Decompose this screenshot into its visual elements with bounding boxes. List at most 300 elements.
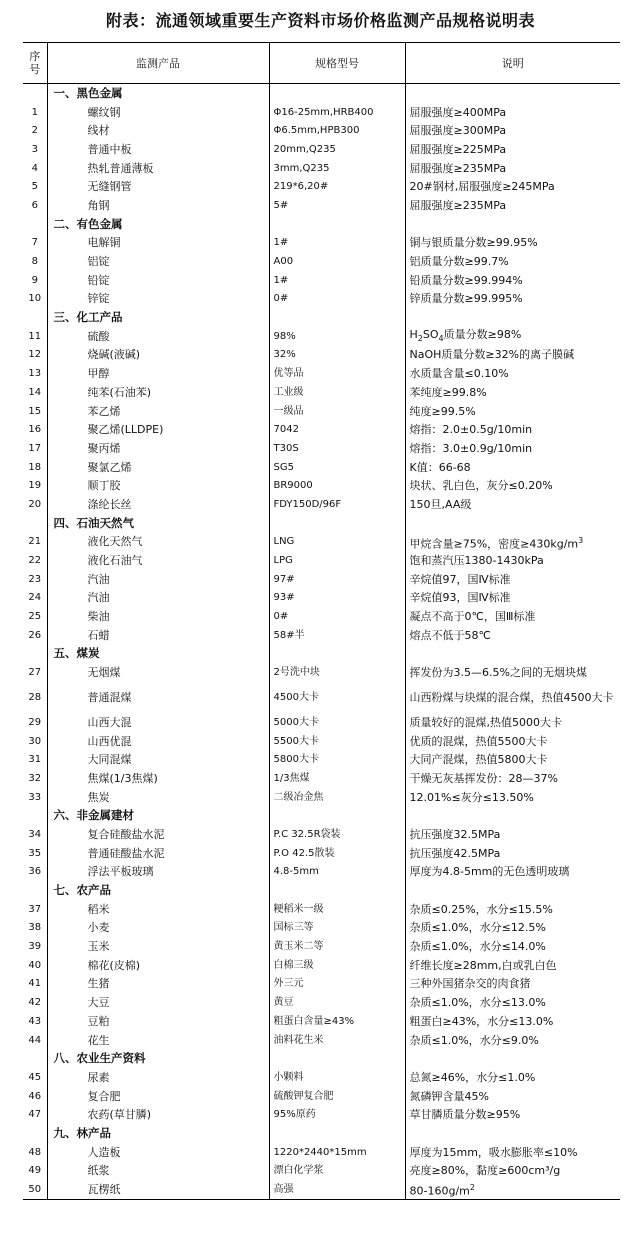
- row-number: [23, 84, 47, 103]
- desc-cell: 山西粉煤与块煤的混合煤，热值4500大卡: [405, 682, 620, 713]
- product-name: 热轧普通薄板: [47, 159, 269, 178]
- spec-cell: [269, 84, 405, 103]
- product-name: 螺纹钢: [47, 103, 269, 122]
- header-desc: 说明: [405, 43, 620, 84]
- row-number: 25: [28, 611, 42, 623]
- table-row: [23, 900, 620, 919]
- product-name: 普通混煤: [47, 682, 269, 713]
- product-name: 聚乙烯(LLDPE): [47, 420, 269, 439]
- category-label: 四、石油天然气: [47, 514, 269, 533]
- spec-cell: LNG: [269, 533, 405, 552]
- product-name: 玉米: [47, 937, 269, 956]
- desc-part: 3: [578, 535, 584, 545]
- desc-cell: 20#钢材,屈服强度≥245MPa: [405, 177, 620, 196]
- product-name: 人造板: [47, 1143, 269, 1162]
- product-spec-table: [23, 42, 620, 1200]
- category-label: 一、黑色金属: [47, 84, 269, 103]
- row-number: 18: [28, 461, 42, 473]
- header-spec: 规格型号: [269, 43, 405, 84]
- table-row: [23, 1012, 620, 1031]
- desc-cell: 纯度≥99.5%: [405, 402, 620, 421]
- row-number: 15: [28, 405, 42, 417]
- desc-cell: 大同产混煤，热值5800大卡: [405, 750, 620, 769]
- row-number: 8: [31, 256, 38, 268]
- row-number: 11: [28, 330, 42, 342]
- row-number: 5: [31, 181, 38, 193]
- table-row: [23, 439, 620, 458]
- product-name: 柴油: [47, 607, 269, 626]
- spec-cell: P.O 42.5散装: [269, 844, 405, 863]
- desc-cell: [405, 84, 620, 103]
- table-row: [23, 1068, 620, 1087]
- spec-cell: 高强: [269, 1180, 405, 1199]
- desc-cell: 优质的混煤，热值5500大卡: [405, 732, 620, 751]
- desc-cell: 干燥无灰基挥发份：28—37%: [405, 769, 620, 788]
- table-row: [23, 121, 620, 140]
- row-number: 27: [28, 667, 42, 679]
- row-number: 1: [31, 106, 38, 118]
- desc-cell: 150旦,AA级: [405, 495, 620, 514]
- category-row: [23, 1049, 620, 1068]
- desc-cell: 块状、乳白色，灰分≤0.20%: [405, 476, 620, 495]
- desc-cell: 杂质≤1.0%，水分≤13.0%: [405, 993, 620, 1012]
- category-label: 二、有色金属: [47, 215, 269, 234]
- table-row: [23, 975, 620, 994]
- spec-cell: T30S: [269, 439, 405, 458]
- table-row: [23, 551, 620, 570]
- product-name: 铝锭: [47, 252, 269, 271]
- table-row: [23, 937, 620, 956]
- table-row: [23, 177, 620, 196]
- category-label: 三、化工产品: [47, 308, 269, 327]
- desc-cell: NaOH质量分数≥32%的离子膜碱: [405, 346, 620, 365]
- row-number: 41: [28, 978, 42, 990]
- desc-cell: [405, 1049, 620, 1068]
- product-name: 石蜡: [47, 626, 269, 645]
- row-number: 22: [28, 555, 42, 567]
- table-row: [23, 589, 620, 608]
- desc-cell: 三种外国猪杂交的肉食猪: [405, 975, 620, 994]
- desc-cell: 凝点不高于0℃，国Ⅲ标准: [405, 607, 620, 626]
- table-row: [23, 993, 620, 1012]
- row-number: 44: [28, 1034, 42, 1046]
- table-row: [23, 626, 620, 645]
- desc-cell: 铝质量分数≥99.7%: [405, 252, 620, 271]
- table-row: [23, 1180, 620, 1199]
- row-number: 47: [28, 1109, 42, 1121]
- product-name: 无烟煤: [47, 663, 269, 682]
- product-name: 电解铜: [47, 234, 269, 253]
- row-number: [23, 645, 47, 664]
- desc-part: 甲烷含量≥75%，密度≥430kg/m: [409, 537, 579, 551]
- table-row: [23, 1031, 620, 1050]
- row-number: 45: [28, 1071, 42, 1083]
- spec-cell: 工业级: [269, 383, 405, 402]
- spec-cell: 7042: [269, 420, 405, 439]
- spec-cell: 国标三等: [269, 919, 405, 938]
- spec-cell: 白棉三级: [269, 956, 405, 975]
- table-row: [23, 420, 620, 439]
- product-name: 纯苯(石油苯): [47, 383, 269, 402]
- spec-cell: 4500大卡: [269, 682, 405, 713]
- spec-cell: 黄豆: [269, 993, 405, 1012]
- spec-cell: [269, 1124, 405, 1143]
- row-number: 49: [28, 1165, 42, 1177]
- row-number: 26: [28, 629, 42, 641]
- desc-cell: 屈服强度≥225MPa: [405, 140, 620, 159]
- desc-cell: 屈服强度≥235MPa: [405, 196, 620, 215]
- desc-cell: 挥发份为3.5—6.5%之间的无烟块煤: [405, 663, 620, 682]
- spec-cell: [269, 1049, 405, 1068]
- product-name: 山西大混: [47, 713, 269, 732]
- spec-cell: Φ16-25mm,HRB400: [269, 103, 405, 122]
- spec-cell: 一级品: [269, 402, 405, 421]
- product-name: 涤纶长丝: [47, 495, 269, 514]
- row-number: [23, 1124, 47, 1143]
- category-row: [23, 215, 620, 234]
- row-number: 24: [28, 592, 42, 604]
- desc-cell: 屈服强度≥400MPa: [405, 103, 620, 122]
- desc-cell: 锌质量分数≥99.995%: [405, 290, 620, 309]
- desc-cell: 水质量含量≤0.10%: [405, 364, 620, 383]
- product-name: 角钢: [47, 196, 269, 215]
- category-row: [23, 514, 620, 533]
- product-name: 生猪: [47, 975, 269, 994]
- desc-cell: 杂质≤0.25%，水分≤15.5%: [405, 900, 620, 919]
- product-name: 普通中板: [47, 140, 269, 159]
- table-row: [23, 140, 620, 159]
- row-number: 50: [23, 1180, 47, 1199]
- row-number: 48: [28, 1146, 42, 1158]
- desc-cell: 杂质≤1.0%，水分≤12.5%: [405, 919, 620, 938]
- row-number: 35: [28, 847, 42, 859]
- desc-cell: 纤维长度≥28mm,白或乳白色: [405, 956, 620, 975]
- desc-cell: 辛烷值93，国Ⅳ标准: [405, 589, 620, 608]
- table-row: [23, 844, 620, 863]
- desc-cell: 饱和蒸汽压1380-1430kPa: [405, 551, 620, 570]
- desc-cell: 总氮≥46%，水分≤1.0%: [405, 1068, 620, 1087]
- desc-cell: [405, 514, 620, 533]
- product-name: 苯乙烯: [47, 402, 269, 421]
- spec-cell: [269, 308, 405, 327]
- spec-cell: 漂白化学浆: [269, 1162, 405, 1181]
- table-row: [23, 713, 620, 732]
- desc-cell: 厚度为4.8-5mm的无色透明玻璃: [405, 863, 620, 882]
- row-number: 19: [28, 480, 42, 492]
- spec-cell: 58#半: [269, 626, 405, 645]
- row-number: [23, 806, 47, 825]
- product-name: 汽油: [47, 570, 269, 589]
- table-row: [23, 1162, 620, 1181]
- product-name: 焦炭: [47, 788, 269, 807]
- spec-cell: 黄玉米二等: [269, 937, 405, 956]
- table-row: [23, 252, 620, 271]
- spec-cell: 0#: [269, 607, 405, 626]
- product-name: 复合肥: [47, 1087, 269, 1106]
- desc-cell: 抗压强度42.5MPa: [405, 844, 620, 863]
- spec-cell: 0#: [269, 290, 405, 309]
- row-number: 37: [28, 903, 42, 915]
- desc-cell: 厚度为15mm，吸水膨胀率≤10%: [405, 1143, 620, 1162]
- product-name: 锌锭: [47, 290, 269, 309]
- product-name: 普通硅酸盐水泥: [47, 844, 269, 863]
- category-row: [23, 806, 620, 825]
- desc-cell: 抗压强度32.5MPa: [405, 825, 620, 844]
- spec-cell: FDY150D/96F: [269, 495, 405, 514]
- row-number: 42: [28, 997, 42, 1009]
- table-row: [23, 495, 620, 514]
- table-row: [23, 402, 620, 421]
- row-number: 20: [28, 498, 42, 510]
- table-row: [23, 533, 620, 552]
- row-number: [23, 1049, 47, 1068]
- product-name: 甲醇: [47, 364, 269, 383]
- desc-cell: 杂质≤1.0%，水分≤14.0%: [405, 937, 620, 956]
- desc-cell: 熔指：3.0±0.9g/10min: [405, 439, 620, 458]
- category-row: [23, 308, 620, 327]
- row-number: 21: [28, 536, 42, 548]
- spec-cell: 小颗料: [269, 1068, 405, 1087]
- page-title: 附表：流通领域重要生产资料市场价格监测产品规格说明表: [105, 11, 535, 30]
- table-row: [23, 290, 620, 309]
- product-name: 小麦: [47, 919, 269, 938]
- spec-cell: [269, 514, 405, 533]
- table-row: [23, 476, 620, 495]
- spec-cell: BR9000: [269, 476, 405, 495]
- row-number: 9: [31, 274, 38, 286]
- spec-cell: [269, 881, 405, 900]
- category-row: [23, 645, 620, 664]
- spec-cell: 硫酸钾复合肥: [269, 1087, 405, 1106]
- desc-cell: [405, 327, 620, 346]
- row-number: 16: [28, 424, 42, 436]
- table-row: [23, 750, 620, 769]
- product-name: 花生: [47, 1031, 269, 1050]
- row-number: 7: [31, 237, 38, 249]
- desc-part: H: [409, 327, 418, 341]
- table-row: [23, 919, 620, 938]
- desc-cell: 亮度≥80%，黏度≥600cm³/g: [405, 1162, 620, 1181]
- desc-cell: 氮磷钾含量45%: [405, 1087, 620, 1106]
- product-name: 线材: [47, 121, 269, 140]
- spec-cell: 外三元: [269, 975, 405, 994]
- row-number: 46: [28, 1090, 42, 1102]
- desc-part: 2: [417, 333, 423, 343]
- row-number: 32: [28, 772, 42, 784]
- product-name: 山西优混: [47, 732, 269, 751]
- product-name: 瓦楞纸: [47, 1180, 269, 1199]
- product-name: 无缝钢管: [47, 177, 269, 196]
- row-number: 14: [28, 386, 42, 398]
- spec-cell: 二级冶金焦: [269, 788, 405, 807]
- spec-cell: 2号洗中块: [269, 663, 405, 682]
- table-row: [23, 769, 620, 788]
- spec-cell: [269, 645, 405, 664]
- product-name: 铅锭: [47, 271, 269, 290]
- table-row: [23, 863, 620, 882]
- spec-cell: LPG: [269, 551, 405, 570]
- desc-cell: K值：66-68: [405, 458, 620, 477]
- spec-cell: 油料花生米: [269, 1031, 405, 1050]
- desc-cell: [405, 533, 620, 552]
- desc-cell: [405, 806, 620, 825]
- spec-cell: 5000大卡: [269, 713, 405, 732]
- desc-cell: 铅质量分数≥99.994%: [405, 271, 620, 290]
- desc-cell: [405, 881, 620, 900]
- spec-cell: 32%: [269, 346, 405, 365]
- row-number: 30: [28, 735, 42, 747]
- product-name: 烧碱(液碱): [47, 346, 269, 365]
- row-number: 13: [28, 368, 42, 380]
- table-row: [23, 1087, 620, 1106]
- spec-cell: 粳稻米一级: [269, 900, 405, 919]
- table-body: [23, 84, 620, 1200]
- product-name: 稻米: [47, 900, 269, 919]
- table-row: [23, 364, 620, 383]
- table-row: [23, 346, 620, 365]
- spec-cell: 5#: [269, 196, 405, 215]
- row-number: 29: [28, 716, 42, 728]
- product-name: 汽油: [47, 589, 269, 608]
- desc-cell: [405, 215, 620, 234]
- spec-cell: SG5: [269, 458, 405, 477]
- product-name: 复合硅酸盐水泥: [47, 825, 269, 844]
- desc-cell: 屈服强度≥300MPa: [405, 121, 620, 140]
- spec-cell: [269, 806, 405, 825]
- row-number: 23: [28, 573, 42, 585]
- table-row: [23, 788, 620, 807]
- row-number: 33: [28, 791, 42, 803]
- category-label: 九、林产品: [47, 1124, 269, 1143]
- desc-cell: 铜与银质量分数≥99.95%: [405, 234, 620, 253]
- spec-cell: [269, 215, 405, 234]
- product-name: 液化天然气: [47, 533, 269, 552]
- desc-part: 质量分数≥98%: [443, 327, 522, 341]
- product-name: 液化石油气: [47, 551, 269, 570]
- table-row: [23, 196, 620, 215]
- desc-cell: [405, 308, 620, 327]
- table-row: [23, 956, 620, 975]
- spec-cell: 1/3焦煤: [269, 769, 405, 788]
- row-number: [23, 514, 47, 533]
- table-row: [23, 732, 620, 751]
- row-number: 38: [28, 922, 42, 934]
- row-number: 28: [28, 692, 42, 703]
- header-product: 监测产品: [47, 43, 269, 84]
- desc-cell: [405, 1124, 620, 1143]
- table-row: [23, 1143, 620, 1162]
- table-header: [23, 43, 620, 84]
- row-number: 2: [31, 125, 38, 137]
- product-name: 硫酸: [47, 327, 269, 346]
- spec-cell: 20mm,Q235: [269, 140, 405, 159]
- desc-part: 2: [469, 1183, 475, 1193]
- category-row: [23, 84, 620, 103]
- product-name: 农药(草甘膦): [47, 1105, 269, 1124]
- spec-cell: 3mm,Q235: [269, 159, 405, 178]
- row-number: 39: [28, 941, 42, 953]
- desc-cell: 辛烷值97，国Ⅳ标准: [405, 570, 620, 589]
- desc-cell: 草甘膦质量分数≥95%: [405, 1105, 620, 1124]
- table-row: [23, 570, 620, 589]
- spec-cell: Φ6.5mm,HPB300: [269, 121, 405, 140]
- product-name: 豆粕: [47, 1012, 269, 1031]
- row-number: 34: [28, 828, 42, 840]
- product-name: 棉花(皮棉): [47, 956, 269, 975]
- product-name: 尿素: [47, 1068, 269, 1087]
- spec-cell: 95%原药: [269, 1105, 405, 1124]
- desc-cell: 12.01%≤灰分≤13.50%: [405, 788, 620, 807]
- row-number: [23, 215, 47, 234]
- table-row: [23, 234, 620, 253]
- table-row: [23, 682, 620, 713]
- spec-cell: 5500大卡: [269, 732, 405, 751]
- table-row: [23, 383, 620, 402]
- spec-cell: 1220*2440*15mm: [269, 1143, 405, 1162]
- desc-cell: 杂质≤1.0%，水分≤9.0%: [405, 1031, 620, 1050]
- product-name: 聚丙烯: [47, 439, 269, 458]
- spec-cell: A00: [269, 252, 405, 271]
- product-name: 浮法平板玻璃: [47, 863, 269, 882]
- spec-cell: 98%: [269, 327, 405, 346]
- desc-cell: 质量较好的混煤,热值5000大卡: [405, 713, 620, 732]
- spec-cell: 优等品: [269, 364, 405, 383]
- row-number: [23, 881, 47, 900]
- row-number: 17: [28, 442, 42, 454]
- category-row: [23, 881, 620, 900]
- table-row: [23, 458, 620, 477]
- product-name: 大同混煤: [47, 750, 269, 769]
- spec-cell: 1#: [269, 234, 405, 253]
- table-row: [23, 607, 620, 626]
- product-name: 大豆: [47, 993, 269, 1012]
- desc-cell: 熔指：2.0±0.5g/10min: [405, 420, 620, 439]
- table-row: [23, 271, 620, 290]
- row-number: 31: [28, 754, 42, 766]
- table-row: [23, 159, 620, 178]
- table-row: [23, 663, 620, 682]
- category-label: 五、煤炭: [47, 645, 269, 664]
- row-number: 10: [28, 293, 42, 305]
- spec-cell: 4.8-5mm: [269, 863, 405, 882]
- desc-cell: [405, 1180, 620, 1199]
- table-row: [23, 327, 620, 346]
- table-row: [23, 825, 620, 844]
- spec-cell: 5800大卡: [269, 750, 405, 769]
- desc-part: 80-160g/m: [409, 1184, 470, 1198]
- desc-cell: 熔点不低于58℃: [405, 626, 620, 645]
- category-row: [23, 1124, 620, 1143]
- row-number: 36: [28, 866, 42, 878]
- category-label: 八、农业生产资料: [47, 1049, 269, 1068]
- row-number: 12: [28, 349, 42, 361]
- row-number: 6: [31, 199, 38, 211]
- spec-cell: 219*6,20#: [269, 177, 405, 196]
- row-number: 43: [28, 1015, 42, 1027]
- spec-cell: 97#: [269, 570, 405, 589]
- spec-cell: 93#: [269, 589, 405, 608]
- table-row: [23, 1105, 620, 1124]
- desc-cell: 屈服强度≥235MPa: [405, 159, 620, 178]
- product-name: 焦煤(1/3焦煤): [47, 769, 269, 788]
- desc-cell: [405, 645, 620, 664]
- desc-cell: 苯纯度≥99.8%: [405, 383, 620, 402]
- desc-part: 4: [438, 333, 444, 343]
- product-name: 顺丁胶: [47, 476, 269, 495]
- product-name: 纸浆: [47, 1162, 269, 1181]
- category-label: 六、非金属建材: [47, 806, 269, 825]
- row-number: 3: [31, 143, 38, 155]
